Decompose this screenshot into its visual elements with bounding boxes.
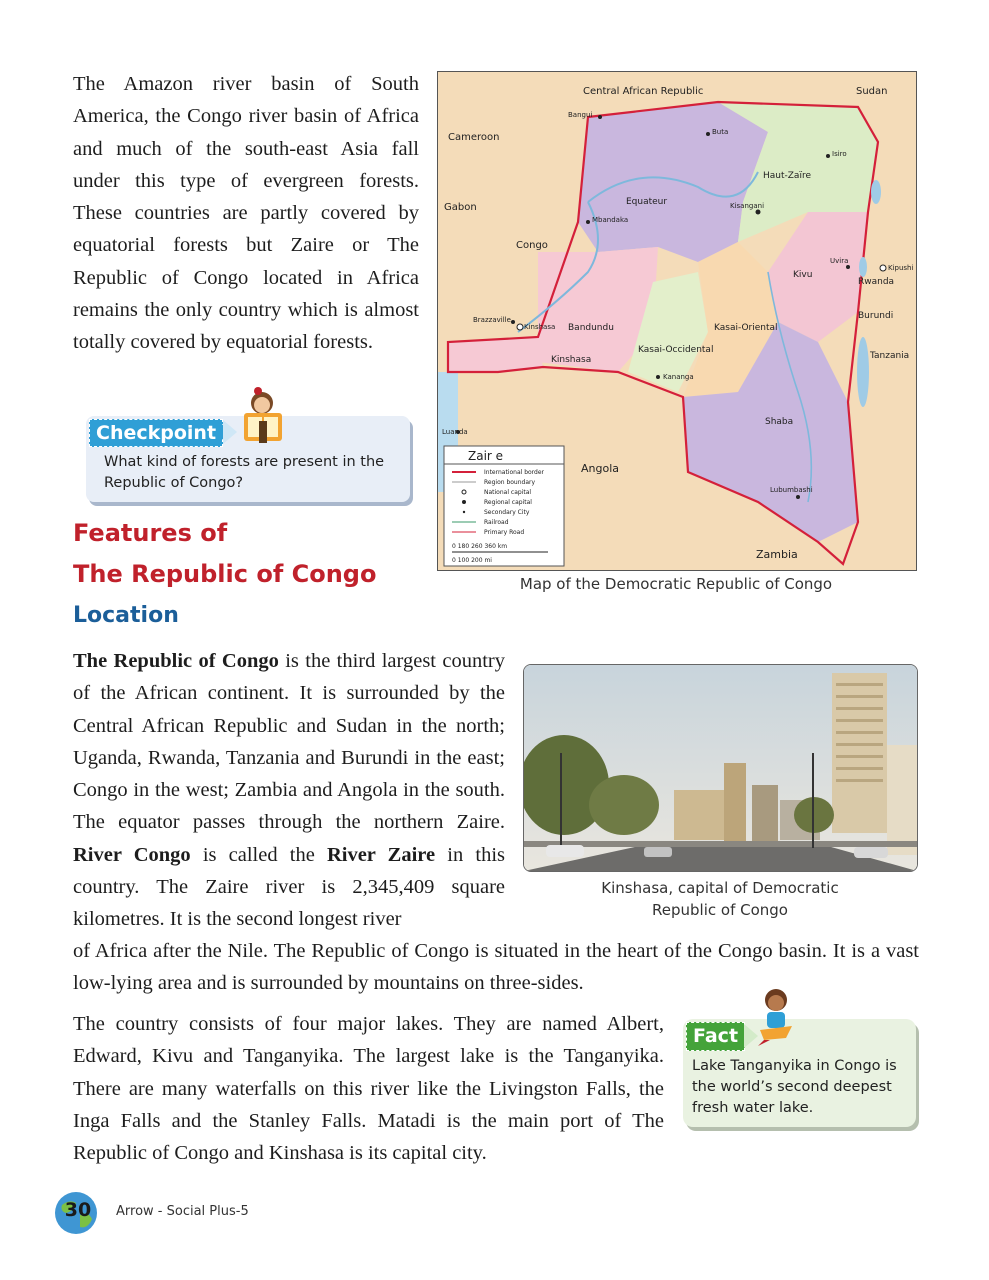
map-caption: Map of the Democratic Republic of Congo	[519, 575, 833, 593]
book-title: Arrow - Social Plus-5	[116, 1204, 249, 1219]
location-paragraph-continuation: of Africa after the Nile. The Republic of Congo is situated in the heart of the Congo basin. It is a vast low-lying area and is surrounded by mountains on three-sides.	[73, 940, 919, 995]
photo-caption-line1: Kinshasa, capital of Democratic	[601, 879, 839, 897]
section-heading-line2: The Republic of Congo	[73, 560, 377, 588]
svg-text:Central African Republic: Central African Republic	[583, 86, 704, 97]
svg-text:Cameroon: Cameroon	[448, 132, 500, 143]
svg-text:Angola: Angola	[581, 462, 620, 475]
bold-republic: The Republic of Congo	[73, 650, 279, 672]
bold-river-congo: River Congo	[73, 843, 191, 866]
lake-tanganyika	[857, 337, 869, 407]
lake-albert	[871, 180, 881, 204]
svg-text:Shaba: Shaba	[765, 417, 794, 427]
fact-text: Lake Tanganyika in Congo is the world’s second deepest fresh water lake.	[692, 1058, 897, 1116]
photo-caption	[540, 877, 900, 921]
svg-text:Kipushi: Kipushi	[888, 264, 914, 272]
checkpoint-question: What kind of forests are present in the Republic of Congo?	[104, 454, 385, 491]
svg-text:Railroad: Railroad	[484, 519, 509, 526]
bold-river-zaire: River Zaire	[326, 843, 436, 866]
arrow-icon	[738, 1024, 758, 1048]
svg-text:Isiro: Isiro	[832, 150, 847, 158]
svg-text:Luanda: Luanda	[442, 428, 468, 436]
page-number: 30	[64, 1199, 92, 1221]
congo-map	[437, 71, 917, 571]
intro-paragraph: The Amazon river basin of South America, the Congo river basin of Africa and much of the south-east Asia fall under this type of evergreen forests. These countries are partly covered by equatorial forests but Zaire or The Republic of Congo located in Africa remains the only country which is almost totally covered by equatorial forests.	[73, 73, 419, 354]
svg-text:Congo: Congo	[516, 240, 548, 251]
kinshasa-photo	[523, 664, 918, 872]
svg-text:Kananga: Kananga	[663, 373, 694, 381]
svg-text:Bandundu: Bandundu	[568, 323, 614, 333]
svg-text:Kinshasa: Kinshasa	[524, 323, 556, 331]
svg-text:0 100 200 mi: 0 100 200 mi	[452, 557, 492, 564]
svg-text:Secondary City: Secondary City	[484, 509, 530, 516]
svg-text:International border: International border	[484, 469, 545, 476]
svg-text:Haut-Zaïre: Haut-Zaïre	[763, 171, 811, 181]
svg-text:Kinshasa: Kinshasa	[551, 355, 592, 365]
svg-text:Zambia: Zambia	[756, 548, 798, 561]
girl-reading-icon	[240, 383, 286, 445]
svg-text:Buta: Buta	[712, 128, 729, 136]
svg-text:National capital: National capital	[484, 489, 532, 496]
svg-text:Regional capital: Regional capital	[484, 499, 532, 506]
svg-text:Region boundary: Region boundary	[484, 479, 536, 486]
svg-text:Zair e: Zair e	[468, 449, 504, 463]
svg-text:Bangui: Bangui	[568, 111, 593, 119]
svg-text:Brazzaville: Brazzaville	[473, 316, 511, 324]
svg-text:Tanzania: Tanzania	[870, 351, 910, 361]
fact-label: Fact	[686, 1022, 745, 1051]
svg-text:Kasai-Oriental: Kasai-Oriental	[714, 323, 778, 333]
lake-kivu	[859, 257, 867, 277]
lakes-paragraph: The country consists of four major lakes. They are named Albert, Edward, Kivu and Tanganyika. The largest lake is the Tanganyika. There are many waterfalls on this river like the Livingston Falls, the Inga Falls and the Stanley Falls. Matadi is the main port of The Republic of Congo and Kinshasa is its capital city.	[73, 1013, 664, 1165]
svg-text:Burundi: Burundi	[858, 311, 894, 321]
arrow-icon	[217, 420, 237, 444]
location-paragraph	[73, 645, 505, 936]
svg-text:Primary Road: Primary Road	[484, 529, 525, 536]
text-part-1: is the third largest country of the African continent. It is surrounded by the Central African Republic and Sudan in the north; Uganda, Rwanda, Tanzania and Burundi in the east; Congo in the west; Zambia and Angola in the south. The equator passes through the northern Zaire.	[73, 650, 505, 834]
svg-text:Equateur: Equateur	[626, 197, 668, 207]
svg-text:Sudan: Sudan	[856, 86, 888, 97]
text-part-3: in this country. The Zaire river is 2,345,409 square kilometres. It is the second longest river	[73, 843, 505, 931]
svg-text:0 180 260 360 km: 0 180 260 360 km	[452, 543, 508, 550]
svg-text:Lubumbashi: Lubumbashi	[770, 486, 813, 494]
svg-text:Kisangani: Kisangani	[730, 202, 765, 210]
svg-text:Kasai-Occidental: Kasai-Occidental	[638, 345, 714, 355]
svg-text:Mbandaka: Mbandaka	[592, 216, 629, 224]
checkpoint-label: Checkpoint	[89, 419, 223, 447]
photo-caption-line2: Republic of Congo	[652, 901, 788, 919]
svg-text:Gabon: Gabon	[444, 202, 477, 213]
text-part-2: is called the	[190, 843, 327, 866]
svg-text:Rwanda: Rwanda	[858, 277, 895, 287]
section-heading-line1: Features of	[73, 519, 228, 547]
boy-rocket-icon	[756, 986, 796, 1046]
subheading-location: Location	[73, 603, 179, 628]
svg-text:Uvira: Uvira	[830, 257, 849, 265]
svg-text:Kivu: Kivu	[793, 270, 813, 280]
